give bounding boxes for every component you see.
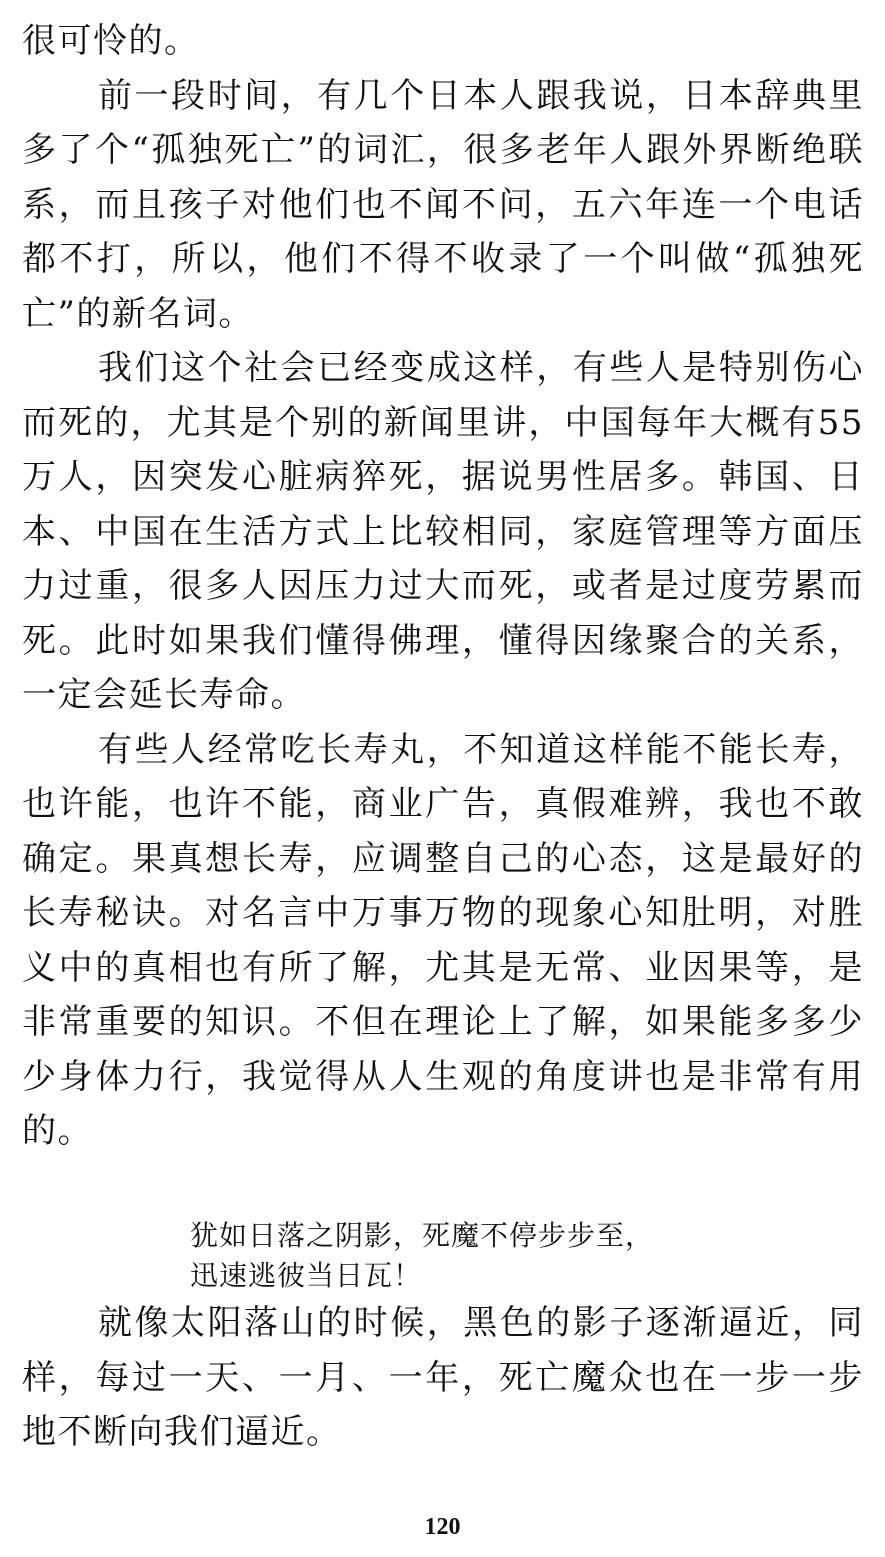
verse-block xyxy=(22,1216,864,1296)
verse-line-2: 迅速逃彼当日瓦！ xyxy=(190,1259,423,1292)
page-number: 120 xyxy=(424,1514,461,1540)
paragraph-longevity: 有些人经常吃长寿丸，不知道这样能不能长寿，也许能，也许不能，商业广告，真假难辨，我也不敢确定。果真想长寿，应调整自己的心态，这是最好的长寿秘诀。对名言中万事万物的现象心知肚明，对胜义中的真相也有所了解，尤其是无常、业因果等，是非常重要的知识。不但在理论上了解，如果能多多少少身体力行，我觉得从人生观的角度讲也是非常有用的。 xyxy=(22,729,864,1151)
verse-line-1: 犹如日落之阴影，死魔不停步步至， xyxy=(190,1219,655,1252)
paragraph-commentary: 就像太阳落山的时候，黑色的影子逐渐逼近，同样，每过一天、一月、一年，死亡魔众也在一步一步地不断向我们逼近。 xyxy=(22,1303,864,1452)
paragraph-continuation: 很可怜的。 xyxy=(22,21,200,61)
commentary-block xyxy=(22,1296,864,1460)
paragraph-sudden-death: 我们这个社会已经变成这样，有些人是特别伤心而死的，尤其是个别的新闻里讲，中国每年大概有55万人，因突发心脏病猝死，据说男性居多。韩国、日本、中国在生活方式上比较相同，家庭管理等方面压力过重，很多人因压力过大而死，或者是过度劳累而死。此时如果我们懂得佛理，懂得因缘聚合的关系，一定会延长寿命。 xyxy=(22,348,864,715)
page-body xyxy=(22,14,864,1159)
paragraph-lonely-death: 前一段时间，有几个日本人跟我说，日本辞典里多了个“孤独死亡”的词汇，很多老年人跟外界断绝联系，而且孩子对他们也不闻不问，五六年连一个电话都不打，所以，他们不得不收录了一个叫做“孤独死亡”的新名词。 xyxy=(22,75,864,334)
